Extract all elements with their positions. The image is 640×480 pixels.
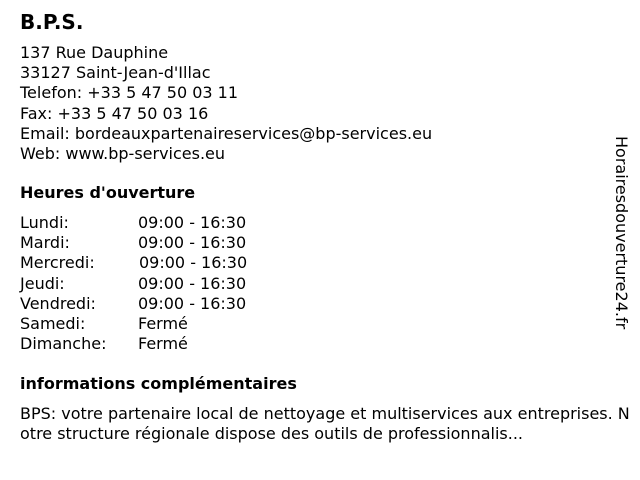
phone-line: Telefon: +33 5 47 50 03 11 [20, 83, 239, 103]
time-value: 09:00 - 16:30 [138, 293, 247, 313]
opening-hours-table [20, 213, 320, 354]
business-description: BPS: votre partenaire local de nettoyage et multiservices aux entreprises. Notre structure régionale dispose des outils de professionnalis... [20, 404, 630, 444]
hours-row-monday [20, 213, 320, 233]
web-line: Web: www.bp-services.eu [20, 143, 226, 163]
contact-block [20, 43, 432, 164]
hours-row-friday [20, 294, 320, 314]
business-name: B.P.S. [20, 10, 84, 34]
hours-row-wednesday [20, 253, 320, 273]
day-label: Vendredi: [20, 293, 96, 313]
time-value: 09:00 - 16:30 [139, 253, 248, 273]
time-value: 09:00 - 16:30 [138, 233, 247, 253]
time-value: 09:00 - 16:30 [138, 213, 247, 232]
day-label: Samedi: [20, 313, 86, 333]
hours-row-sunday [20, 334, 320, 354]
site-watermark: Horairesdouverture24.fr [612, 136, 631, 330]
day-label: Dimanche: [20, 334, 107, 354]
time-value: Fermé [138, 313, 188, 333]
address-city: 33127 Saint-Jean-d'Illac [20, 63, 211, 83]
additional-info-heading: informations complémentaires [20, 374, 297, 393]
hours-row-tuesday [20, 233, 320, 253]
day-label: Lundi: [20, 213, 69, 232]
address-street: 137 Rue Dauphine [20, 43, 169, 62]
time-value: 09:00 - 16:30 [138, 273, 247, 293]
email-line: Email: bordeauxpartenaireservices@bp-services.eu [20, 123, 433, 143]
time-value: Fermé [138, 334, 188, 354]
hours-row-thursday [20, 274, 320, 294]
fax-line: Fax: +33 5 47 50 03 16 [20, 103, 209, 123]
day-label: Jeudi: [20, 273, 65, 293]
day-label: Mardi: [20, 233, 70, 253]
hours-row-saturday [20, 314, 320, 334]
opening-hours-heading: Heures d'ouverture [20, 183, 196, 202]
day-label: Mercredi: [20, 253, 95, 273]
